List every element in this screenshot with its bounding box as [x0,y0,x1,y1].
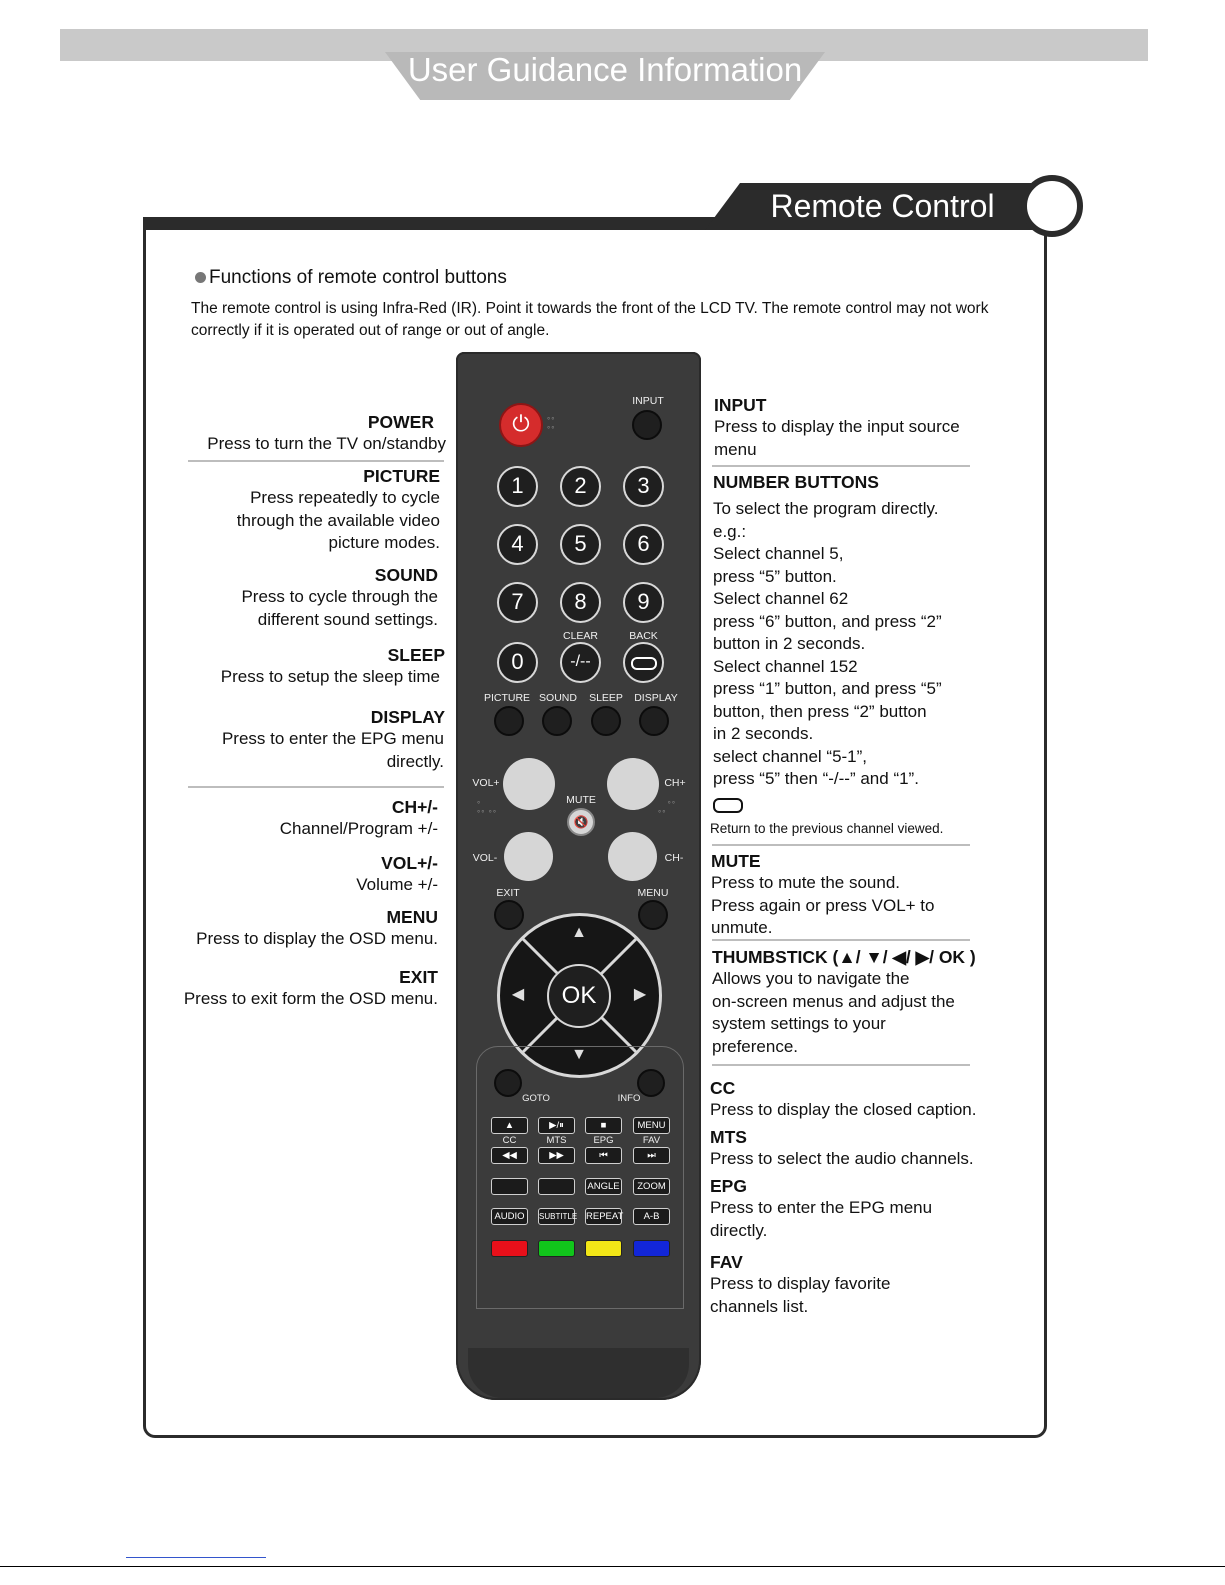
ch-plus-label: CH+ [664,777,686,789]
desc-mts [710,1126,974,1171]
mts-button[interactable] [538,1117,575,1134]
ab-button[interactable]: A-B [633,1208,670,1225]
number-button-3[interactable]: 3 [623,466,664,507]
picture-label: PICTURE [483,692,531,704]
desc-title: SLEEP [387,645,445,665]
desc-text: Press to enter the EPG menu directly. [710,1198,933,1240]
desc-vol [158,852,438,897]
goto-button[interactable] [494,1069,522,1097]
menu-label: MENU [637,887,669,899]
desc-picture [160,465,440,555]
divider [712,939,970,941]
intro-heading-text: Functions of remote control buttons [209,267,507,288]
fav-label: FAV [642,1135,661,1146]
cc-button[interactable] [491,1117,528,1134]
epg-button[interactable] [585,1117,622,1134]
desc-title: CC [710,1078,736,1098]
desc-text: To select the program directly. e.g.: Select channel 5, press “5” button. Select channel 62 press “6” button, and press “2” button in 2 seconds. Select channel 152 press “1” button, and press “5” button, then press “2” button in 2 seconds. select channel “5-1”, press “5” then “-/--” and “1”. [713,499,942,788]
desc-title: CH+/- [391,797,438,817]
desc-text: Press to cycle through the different sound settings. [241,587,438,629]
sound-label: SOUND [539,692,577,704]
input-button[interactable] [632,410,662,440]
rewind-button[interactable] [491,1147,528,1164]
desc-title: VOL+/- [381,853,438,873]
play-up-icon: ▲ [504,1120,515,1131]
play-pause-icon: ▶/⏸ [549,1120,564,1131]
green-button[interactable] [538,1240,575,1257]
desc-title: EXIT [399,967,438,987]
desc-title: MTS [710,1127,747,1147]
ir-dots: °° °° [547,416,556,434]
desc-ch [158,796,438,841]
desc-exit [158,966,438,1011]
menu-small-button[interactable]: MENU [633,1117,670,1134]
desc-back [710,798,943,836]
desc-text: Press to mute the sound. Press again or press VOL+ to unmute. [711,873,935,937]
exit-label: EXIT [496,887,520,899]
divider [188,460,444,462]
divider [188,786,444,788]
mute-label: MUTE [566,794,596,806]
desc-title: MUTE [711,851,761,871]
yellow-button[interactable] [585,1240,622,1257]
left-arrow-icon[interactable]: ◀ [511,986,525,1003]
power-button[interactable] [499,403,543,447]
desc-text: Channel/Program +/- [279,819,438,838]
footer-link-underline [126,1557,266,1558]
desc-text: Press to select the audio channels. [710,1149,974,1168]
rewind-icon: ◀◀ [502,1150,517,1161]
zoom-button[interactable]: ZOOM [633,1178,670,1195]
power-icon: ⏻ [512,411,530,436]
back-icon [631,657,657,670]
divider [712,1064,970,1066]
desc-title: EPG [710,1176,747,1196]
desc-text: Press to display favorite channels list. [710,1274,891,1316]
desc-title: PICTURE [363,466,440,486]
ir-dots: ° °° °° [477,800,498,818]
number-button-2[interactable]: 2 [560,466,601,507]
desc-title: FAV [710,1252,743,1272]
audio-button[interactable]: AUDIO [491,1208,528,1225]
back-button[interactable] [623,642,664,683]
desc-fav [710,1251,890,1318]
number-button-1[interactable]: 1 [497,466,538,507]
desc-thumbstick [712,946,976,1058]
desc-title: INPUT [714,395,767,415]
fast-forward-button[interactable] [538,1147,575,1164]
desc-text: Volume +/- [356,875,438,894]
bullet-icon [195,272,206,283]
ok-button[interactable]: OK [547,964,611,1028]
desc-input [714,394,960,461]
blank-button-2[interactable] [538,1178,575,1195]
number-button-9[interactable]: 9 [623,582,664,623]
desc-title: MENU [386,907,438,927]
section-circle-ornament [1021,175,1083,237]
desc-text: Press to turn the TV on/standby [207,434,446,453]
desc-text: Return to the previous channel viewed. [710,821,944,836]
vol-plus-label: VOL+ [472,777,500,789]
right-arrow-icon[interactable]: ▶ [633,986,647,1003]
desc-text: Press to display the input source menu [714,417,960,459]
sleep-label: SLEEP [589,692,623,704]
divider [712,465,970,467]
desc-text: Press to setup the sleep time [220,667,440,686]
back-icon [713,798,743,813]
mts-label: MTS [546,1135,567,1146]
display-button[interactable] [639,706,669,736]
vol-minus-button[interactable] [504,832,553,881]
epg-label: EPG [593,1135,614,1146]
mute-button[interactable] [567,808,595,836]
desc-cc [710,1077,976,1122]
mute-icon: 🔇 [573,815,589,829]
cc-label: CC [502,1135,517,1146]
ir-dots: °° °° [658,800,677,818]
intro-text: The remote control is using Infra-Red (IR). Point it towards the front of the LCD TV. The remote control may not work correctly if it is operated out of range or out of angle. [191,300,989,339]
info-label: INFO [617,1093,641,1104]
up-arrow-icon[interactable]: ▲ [571,924,587,941]
number-button-7[interactable]: 7 [497,582,538,623]
red-button[interactable] [491,1240,528,1257]
desc-power [160,411,446,456]
skip-next-icon: ⏭ [647,1150,656,1161]
desc-text: Press repeatedly to cycle through the available video picture modes. [236,488,440,552]
desc-menu [158,906,438,951]
number-button-4[interactable]: 4 [497,524,538,565]
skip-previous-icon: ⏮ [599,1150,608,1161]
desc-text: Press to enter the EPG menu directly. [221,729,444,771]
desc-sound [158,564,438,631]
vol-plus-button[interactable] [503,758,555,810]
section-title: Remote Control [770,188,995,224]
next-button[interactable] [633,1147,670,1164]
vol-minus-label: VOL- [472,852,498,864]
number-button-8[interactable]: 8 [560,582,601,623]
ch-minus-label: CH- [664,852,684,864]
desc-text: Press to exit form the OSD menu. [183,989,438,1008]
desc-title: SOUND [374,565,438,585]
input-label: INPUT [632,395,664,407]
desc-text: Allows you to navigate the on-screen menus and adjust the system settings to your preference. [712,969,955,1056]
intro-heading [195,267,507,289]
desc-epg [710,1175,932,1242]
angle-button[interactable]: ANGLE [585,1178,622,1195]
divider [712,844,970,846]
goto-label: GOTO [522,1093,550,1104]
desc-display [160,706,445,773]
ch-plus-button[interactable] [607,758,659,810]
number-button-0[interactable]: 0 [497,642,538,683]
repeat-button[interactable]: REPEAT [585,1208,622,1225]
ch-minus-button[interactable] [608,832,657,881]
blank-button-1[interactable] [491,1178,528,1195]
back-label: BACK [629,630,658,642]
clear-label: CLEAR [562,630,598,642]
remote-control-base [468,1348,689,1398]
fast-forward-icon: ▶▶ [549,1150,564,1161]
stop-icon: ■ [600,1120,607,1131]
picture-button[interactable] [494,706,524,736]
number-button-6[interactable]: 6 [623,524,664,565]
footer-rule [0,1566,1225,1567]
desc-title: THUMBSTICK (▲/ ▼/ ◀/ ▶/ OK ) [712,947,976,967]
number-button-5[interactable]: 5 [560,524,601,565]
desc-mute [711,850,934,940]
desc-title: DISPLAY [370,707,445,727]
desc-number-buttons [713,471,942,791]
desc-title: NUMBER BUTTONS [713,472,879,492]
previous-button[interactable] [585,1147,622,1164]
desc-text: Press to display the closed caption. [710,1100,977,1119]
desc-text: Press to display the OSD menu. [196,929,438,948]
desc-sleep [160,644,445,689]
blue-button[interactable] [633,1240,670,1257]
dash-button[interactable]: -/-- [560,642,601,683]
sound-button[interactable] [542,706,572,736]
subtitle-button[interactable]: SUBTITLE [538,1208,575,1225]
down-arrow-icon[interactable]: ▼ [571,1046,587,1063]
page-title: User Guidance Information [407,51,803,88]
sleep-button[interactable] [591,706,621,736]
display-label: DISPLAY [634,692,678,704]
desc-title: POWER [367,412,434,432]
